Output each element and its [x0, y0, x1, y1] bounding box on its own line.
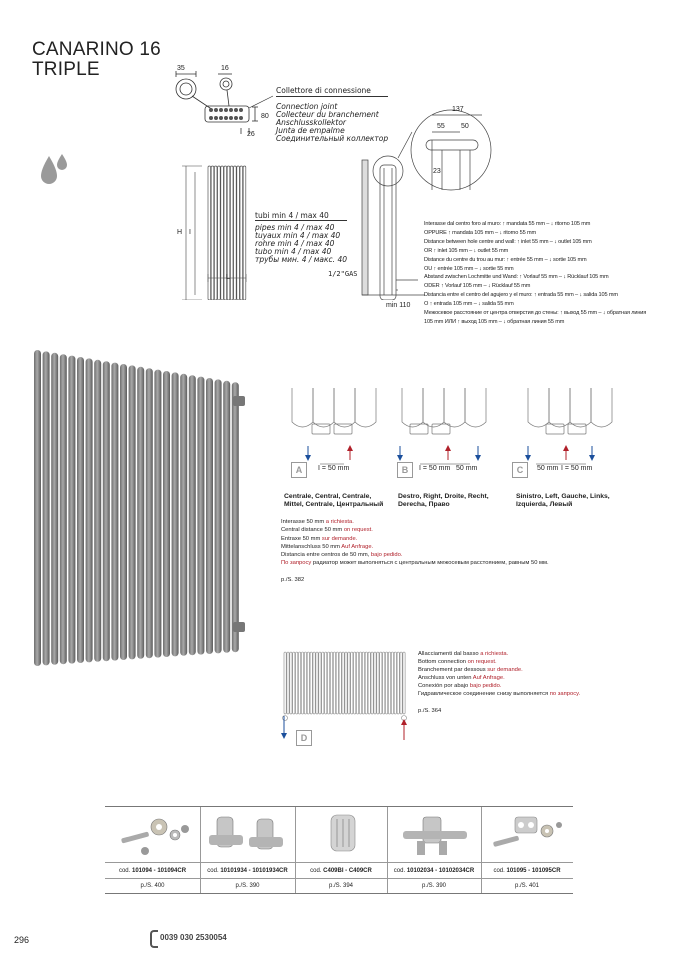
product-code-cell: cod. 101094 - 101094CR [118, 868, 187, 874]
connection-line: Anschlusskollektor [276, 118, 346, 127]
bottom-page-ref: p./S. 364 [418, 707, 442, 714]
inter-line: Central distance 50 mm on request. [281, 527, 373, 534]
distance-line: 105 mm ИЛИ ↑ выход 105 mm – ↓ обратная линия 55 mm [424, 318, 565, 325]
product-central-valve-icon [395, 811, 477, 859]
distance-line: Distance between hole centre and wall: ↑ inlet 55 mm – ↓ outlet 105 mm [424, 238, 592, 245]
inter-line: Mittelanschluss 50 mm Auf Anfrage. [281, 543, 374, 550]
connection-heading: Collettore di connessione [276, 87, 388, 97]
phone-icon [150, 930, 158, 948]
product-code-cell: cod. C409BI - C409CR [310, 868, 372, 874]
page-title [32, 40, 161, 80]
distance-line: OU ↑ entrée 105 mm – ↓ sortie 55 mm [424, 265, 514, 272]
option-b-dim1: I = 50 mm [419, 465, 451, 472]
bottom-connection-text: Allacciamenti dal basso a richiesta. Bottom connection on request. Branchement par dessous sur demande. Anschluss von unten Auf Anfrage. Conexión por abajo bajo pedido. Гидравлическое соединение снизу выполняется по запросу. p./S. 364 [418, 651, 581, 714]
interasse-page-ref: p./S. 382 [281, 576, 305, 583]
dim-H: H [177, 229, 183, 236]
radiator-image [28, 344, 253, 674]
option-d-badge: D [296, 730, 312, 746]
product-code-cell: cod. 10101934 - 10101934CR [207, 868, 288, 874]
inter-line: По запросу радиатор может выполняться с центральным межосевым расстоянием, равным 50 мм. [281, 560, 549, 567]
distance-line: Abstand zwischen Lochmitte und Wand: ↑ Vorlauf 55 mm – ↓ Rücklauf 105 mm [424, 274, 609, 281]
dim-26: 26 [247, 131, 255, 138]
option-b-dim2: 50 mm [456, 465, 478, 472]
inter-line: Interasse 50 mm a richiesta. [281, 519, 354, 525]
water-drops-icon [38, 152, 70, 186]
option-c-dim1: 50 mm [537, 465, 559, 472]
option-b-label: Destro, Right, Droite, Recht, Derecha, Право [398, 493, 489, 508]
connection-line: Collecteur du branchement [276, 110, 379, 119]
dim-137: 137 [452, 106, 464, 113]
product-page-ref[interactable]: p./S. 390 [235, 882, 260, 889]
min-110-label: min 110 [386, 302, 411, 309]
option-a-label: Centrale, Central, Centrale, Mittel, Centrale, Центральный [284, 493, 384, 508]
accessories-table [105, 806, 573, 894]
product-thermostatic-head-icon [323, 811, 363, 859]
inter-line: Entraxe 50 mm sur demande. [281, 535, 358, 542]
product-plug-set-icon [115, 813, 195, 858]
dim-I: I [189, 229, 191, 236]
distance-line: O ↑ entrada 105 mm – ↓ salida 55 mm [424, 301, 514, 308]
tubes-line: pipes min 4 / max 40 [255, 223, 335, 232]
dim-50: 50 [461, 123, 469, 130]
product-valve-set-icon [205, 811, 293, 859]
option-a-badge: A [291, 462, 307, 478]
tubes-line: rohre min 4 / max 40 [255, 239, 335, 248]
connection-line: Junta de empalme [276, 126, 345, 135]
connection-joint-drawing [165, 62, 275, 147]
phone-number[interactable]: 0039 030 2530054 [160, 933, 227, 942]
product-page-ref[interactable]: p./S. 400 [140, 882, 165, 889]
option-c-label: Sinistro, Left, Gauche, Links, Izquierda, Левый [516, 493, 610, 508]
product-code-cell: cod. 10102034 - 10102034CR [393, 868, 475, 874]
product-code-cell: cod. 101095 - 101095CR [493, 868, 561, 874]
title-line1: CANARINO 16 [32, 39, 161, 60]
option-c-dim2: I = 50 mm [561, 465, 593, 472]
product-adapter-kit-icon [485, 811, 570, 859]
page-number: 296 [14, 935, 30, 945]
distance-line: Interasse dal centro foro al muro: ↑ mandata 55 mm – ↓ ritorno 105 mm [424, 221, 591, 227]
dim-16: 16 [221, 65, 229, 72]
option-b-badge: B [397, 462, 413, 478]
option-a-dim: I = 50 mm [318, 465, 350, 472]
central-distance-text [281, 518, 549, 584]
connection-line: Соединительный коллектор [276, 134, 389, 143]
tubes-text [255, 212, 347, 264]
distance-line: Межосевое расстояние от центра отверстия до стены: ↑ выход 55 mm – ↓ обратная линия [424, 310, 647, 317]
distance-line: OR ↑ inlet 105 mm – ↓ outlet 55 mm [424, 247, 509, 254]
dim-35: 35 [177, 65, 185, 72]
distance-line: Distancia entre el centro del agujero y el muro: ↑ entrada 55 mm – ↓ salida 105 mm [424, 292, 618, 299]
tubes-heading: tubi min 4 / max 40 [255, 212, 347, 221]
dim-55: 55 [437, 123, 445, 130]
title-line2: TRIPLE [32, 59, 100, 80]
connection-line: Connection joint [276, 102, 338, 111]
inter-line: Distancia entre centros de 50 mm, bajo pedido. [281, 552, 403, 559]
tubes-line: tuyaux min 4 / max 40 [255, 231, 341, 240]
dim-80: 80 [261, 113, 269, 120]
gas-label: 1/2"GAS [328, 270, 358, 278]
tubes-line: tubo min 4 / max 40 [255, 247, 332, 256]
product-page-ref[interactable]: p./S. 394 [328, 882, 354, 889]
dim-23: 23 [433, 168, 441, 175]
tubes-line: трубы мин. 4 / макс. 40 [255, 255, 347, 264]
product-page-ref[interactable]: p./S. 401 [514, 882, 540, 889]
distance-text [424, 220, 649, 327]
distance-line: ODER ↑ Vorlauf 105 mm – ↓ Rücklauf 55 mm [424, 283, 531, 290]
dim-L: L [226, 274, 230, 281]
option-c-badge: C [512, 462, 528, 478]
distance-line: Distance du centre du trou au mur: ↑ entrée 55 mm – ↓ sortie 105 mm [424, 256, 587, 263]
distance-line: OPPURE ↑ mandata 105 mm – ↓ ritorno 55 mm [424, 229, 536, 236]
product-page-ref[interactable]: p./S. 390 [421, 882, 447, 889]
bottom-connection-diagram [278, 648, 413, 743]
